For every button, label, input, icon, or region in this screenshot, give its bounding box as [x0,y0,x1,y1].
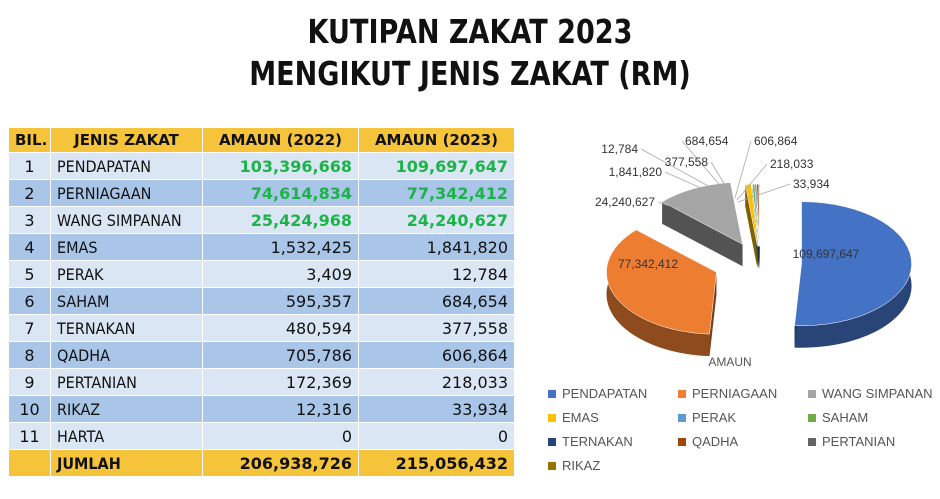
row-amaun-2023: 1,841,820 [359,234,515,261]
legend-item [678,386,777,401]
row-jenis: TERNAKAN [51,315,203,342]
header-amaun-2023: AMAUN (2023) [359,128,515,153]
total-2022: 206,938,726 [203,450,359,477]
table-row [9,396,515,423]
legend-label: EMAS [562,410,599,425]
data-label: 1,841,820 [608,165,662,179]
legend-item [548,434,633,449]
legend-item [678,410,736,425]
table-row [9,180,515,207]
total-row [9,450,515,477]
legend-label: PERTANIAN [822,434,896,449]
legend-swatch [808,390,816,398]
legend-swatch [548,438,556,446]
legend-label: PENDAPATAN [562,386,648,401]
legend-label: PERNIAGAAN [692,386,778,401]
row-jenis: PERNIAGAAN [51,180,203,207]
chart-xlabel: AMAUN [708,355,752,369]
legend-item [808,434,895,449]
row-amaun-2023: 606,864 [359,342,515,369]
pie-chart [530,118,930,378]
row-jenis: WANG SIMPANAN [51,207,203,234]
row-amaun-2022: 480,594 [203,315,359,342]
row-jenis: SAHAM [51,288,203,315]
legend-swatch [678,390,686,398]
data-label: 77,342,412 [617,257,679,271]
row-amaun-2022: 12,316 [203,396,359,423]
row-amaun-2023: 377,558 [359,315,515,342]
row-amaun-2023: 77,342,412 [359,180,515,207]
row-bil: 1 [9,153,51,180]
row-amaun-2022: 0 [203,423,359,450]
row-bil: 5 [9,261,51,288]
row-bil: 2 [9,180,51,207]
row-jenis: QADHA [51,342,203,369]
row-amaun-2023: 12,784 [359,261,515,288]
legend-label: PERAK [692,410,737,425]
table-row [9,207,515,234]
row-amaun-2022: 705,786 [203,342,359,369]
row-amaun-2022: 1,532,425 [203,234,359,261]
total-label: JUMLAH [51,450,203,477]
header-bil: BIL. [9,128,51,153]
legend-item [808,386,933,401]
row-bil: 10 [9,396,51,423]
legend-item [548,458,600,473]
table-header-row [9,128,515,153]
table-row [9,423,515,450]
table-row [9,261,515,288]
legend-swatch [808,414,816,422]
legend-swatch [548,414,556,422]
legend-swatch [548,462,556,470]
data-label: 218,033 [770,157,814,171]
row-bil: 6 [9,288,51,315]
data-label: 377,558 [664,155,708,169]
data-label: 606,864 [754,134,798,148]
legend-label: WANG SIMPANAN [822,386,933,401]
row-jenis: PERTANIAN [51,369,203,396]
row-jenis: RIKAZ [51,396,203,423]
legend-label: QADHA [692,434,739,449]
row-amaun-2022: 172,369 [203,369,359,396]
row-amaun-2022: 25,424,968 [203,207,359,234]
row-bil: 3 [9,207,51,234]
row-amaun-2023: 24,240,627 [359,207,515,234]
table-row [9,288,515,315]
row-bil: 4 [9,234,51,261]
row-amaun-2022: 595,357 [203,288,359,315]
header-amaun-2022: AMAUN (2022) [203,128,359,153]
legend-item [808,410,868,425]
legend-swatch [678,414,686,422]
row-amaun-2023: 33,934 [359,396,515,423]
row-bil: 11 [9,423,51,450]
table-row [9,369,515,396]
table-row [9,153,515,180]
header-jenis-zakat: JENIS ZAKAT [51,128,203,153]
row-bil: 9 [9,369,51,396]
table-row [9,342,515,369]
legend-swatch [678,438,686,446]
legend-item [678,434,738,449]
data-label: 24,240,627 [594,195,655,209]
chart-legend [548,386,938,496]
legend-item [548,386,647,401]
data-label: 12,784 [601,142,638,156]
row-bil: 8 [9,342,51,369]
row-amaun-2022: 3,409 [203,261,359,288]
total-bil-cell [9,450,51,477]
legend-label: TERNAKAN [562,434,633,449]
table-row [9,315,515,342]
data-label: 684,654 [685,134,729,148]
legend-label: SAHAM [822,410,869,425]
row-amaun-2023: 109,697,647 [359,153,515,180]
row-jenis: EMAS [51,234,203,261]
data-label: 109,697,647 [792,247,860,261]
row-amaun-2023: 684,654 [359,288,515,315]
row-jenis: PERAK [51,261,203,288]
row-amaun-2022: 103,396,668 [203,153,359,180]
row-jenis: HARTA [51,423,203,450]
data-label: 33,934 [793,177,830,191]
zakat-table [8,127,515,477]
row-amaun-2023: 0 [359,423,515,450]
legend-swatch [808,438,816,446]
total-2023: 215,056,432 [359,450,515,477]
table-row [9,234,515,261]
legend-label: RIKAZ [562,458,601,473]
row-amaun-2022: 74,614,834 [203,180,359,207]
chart-title-line2: MENGIKUT JENIS ZAKAT (RM) [249,54,691,93]
row-jenis: PENDAPATAN [51,153,203,180]
legend-item [548,410,599,425]
chart-title-line1: KUTIPAN ZAKAT 2023 [307,12,633,51]
legend-swatch [548,390,556,398]
row-amaun-2023: 218,033 [359,369,515,396]
row-bil: 7 [9,315,51,342]
